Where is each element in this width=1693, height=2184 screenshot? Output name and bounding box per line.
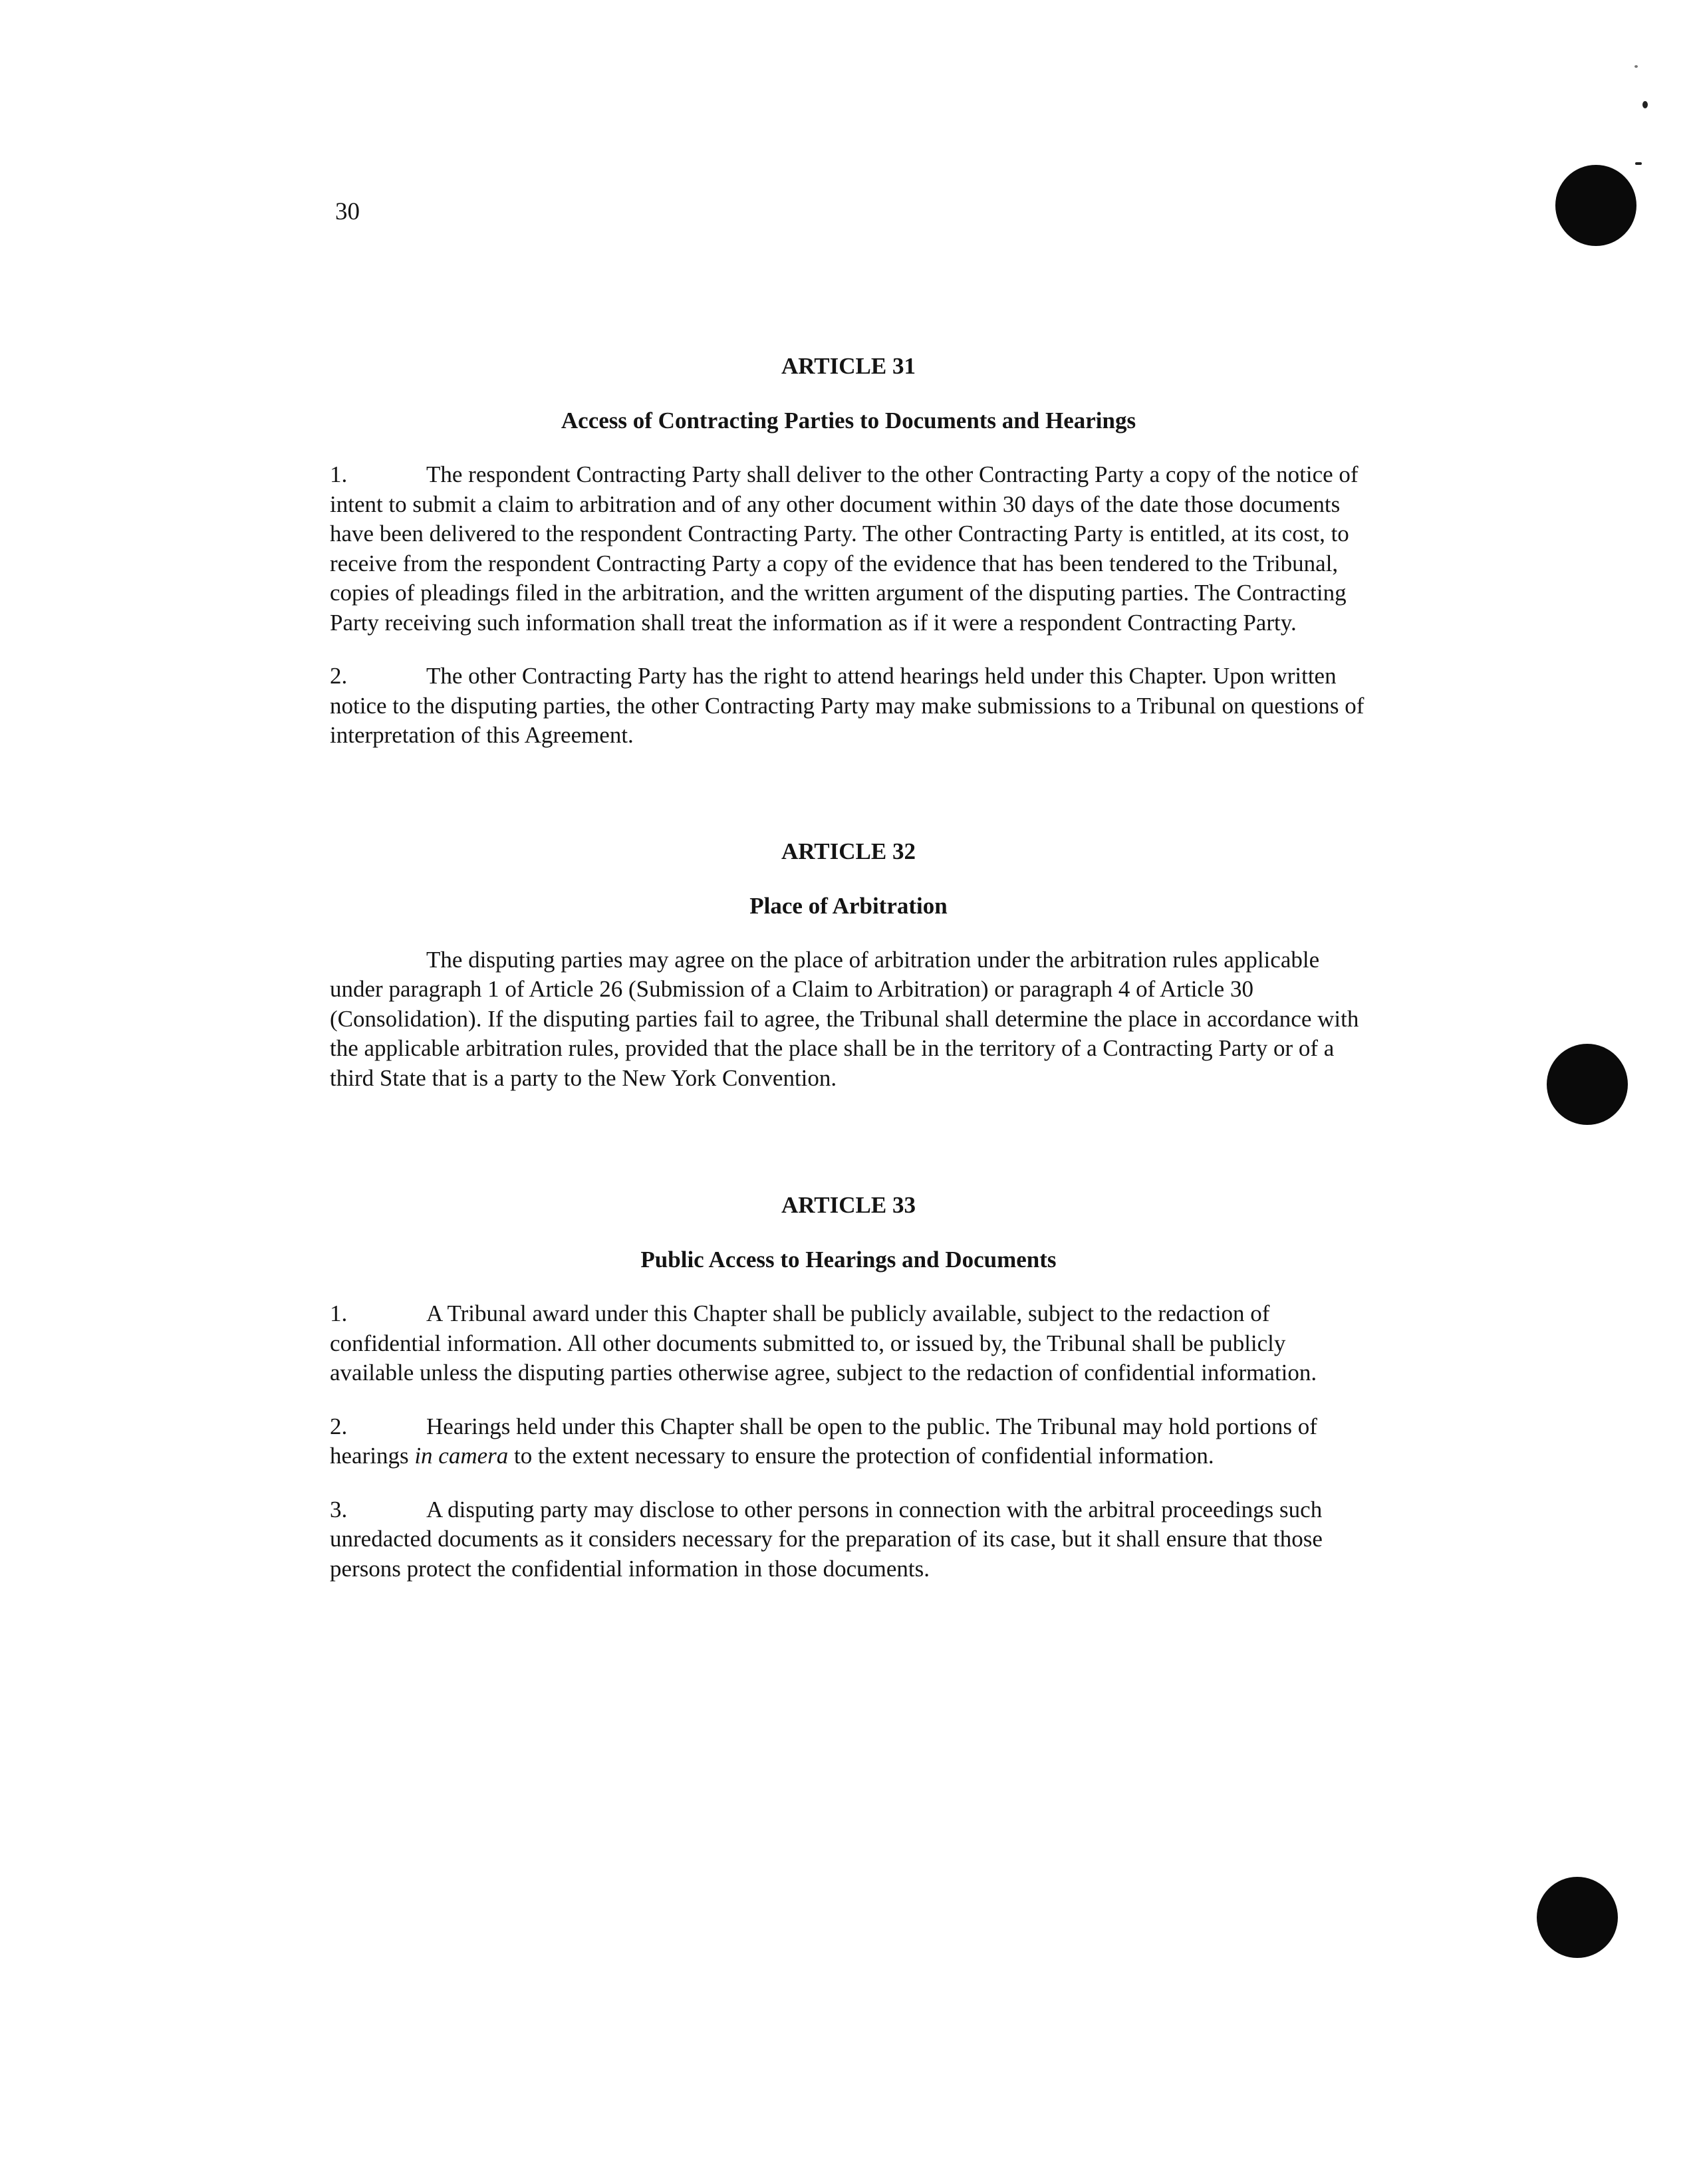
article-heading: ARTICLE 32	[781, 838, 916, 864]
paragraph-number: 2.	[330, 1413, 348, 1439]
paragraph	[330, 460, 1367, 638]
binder-hole-top	[1555, 165, 1636, 246]
scan-speck	[1642, 101, 1648, 108]
article-heading: ARTICLE 33	[781, 1192, 916, 1218]
paragraph-number: 2.	[330, 663, 348, 689]
paragraph	[330, 1299, 1367, 1388]
italic-term: in camera	[414, 1443, 509, 1469]
article-heading: ARTICLE 31	[781, 353, 916, 379]
paragraph	[330, 1495, 1367, 1584]
section-spacer	[330, 1117, 1367, 1191]
paragraph-text: The other Contracting Party has the right to attend hearings held under this Chapter. Upon written notice to the disputing parties, the other Contracting Party may make submissions to a Tribunal on questions of interpretation of this Agreement.	[330, 663, 1365, 748]
article-title: Place of Arbitration	[749, 892, 948, 919]
paragraph-text: Hearings held under this Chapter shall be open to the public. The Tribunal may hold portions of hearings	[330, 1413, 1317, 1469]
article-title: Access of Contracting Parties to Documents and Hearings	[561, 408, 1136, 433]
paragraph	[330, 945, 1367, 1094]
article-33	[330, 1191, 1367, 1584]
paragraph-text: The disputing parties may agree on the place of arbitration under the arbitration rules applicable under paragraph 1 of Article 26 (Submission of a Claim to Arbitration) or paragraph 4 of Article 30 (Consolidation). If the disputing parties fail to agree, the Tribunal shall determine the place in accordance with the applicable arbitration rules, provided that the place shall be in the territory of a Contracting Party or of a third State that is a party to the New York Convention.	[330, 946, 1359, 1091]
binder-hole-bottom	[1537, 1877, 1618, 1958]
section-spacer	[330, 775, 1367, 838]
paragraph	[330, 662, 1367, 751]
paragraph-text: A Tribunal award under this Chapter shall be publicly available, subject to the redaction of confidential information. All other documents submitted to, or issued by, the Tribunal shall be publicly available unless the disputing parties otherwise agree, subject to the redaction of confidential information.	[330, 1300, 1317, 1386]
paragraph	[330, 1412, 1367, 1471]
article-31	[330, 352, 1367, 751]
paragraph-number: 1.	[330, 461, 348, 487]
scan-speck	[1635, 162, 1642, 165]
paragraph-text: A disputing party may disclose to other persons in connection with the arbitral proceedings such unredacted documents as it considers necessary for the preparation of its case, but it shall ensure that those persons protect the confidential information in those documents.	[330, 1496, 1323, 1582]
paragraph-number: 3.	[330, 1496, 348, 1522]
article-title: Public Access to Hearings and Documents	[640, 1247, 1057, 1273]
paragraph-number: 1.	[330, 1300, 348, 1326]
paragraph-text: The respondent Contracting Party shall deliver to the other Contracting Party a copy of the notice of intent to submit a claim to arbitration and of any other document within 30 days of the date those documents have been delivered to the respondent Contracting Party. The other Contracting Party is entitled, at its cost, to receive from the respondent Contracting Party a copy of the evidence that has been tendered to the Tribunal, copies of pleadings filed in the arbitration, and the written argument of the disputing parties. The Contracting Party receiving such information shall treat the information as if it were a respondent Contracting Party.	[330, 461, 1359, 636]
document-body	[330, 352, 1367, 1608]
paragraph-text: to the extent necessary to ensure the protection of confidential information.	[508, 1443, 1214, 1469]
page-number: 30	[335, 198, 360, 225]
article-32	[330, 838, 1367, 1094]
scan-speck	[1634, 65, 1638, 68]
binder-hole-middle	[1547, 1044, 1628, 1125]
